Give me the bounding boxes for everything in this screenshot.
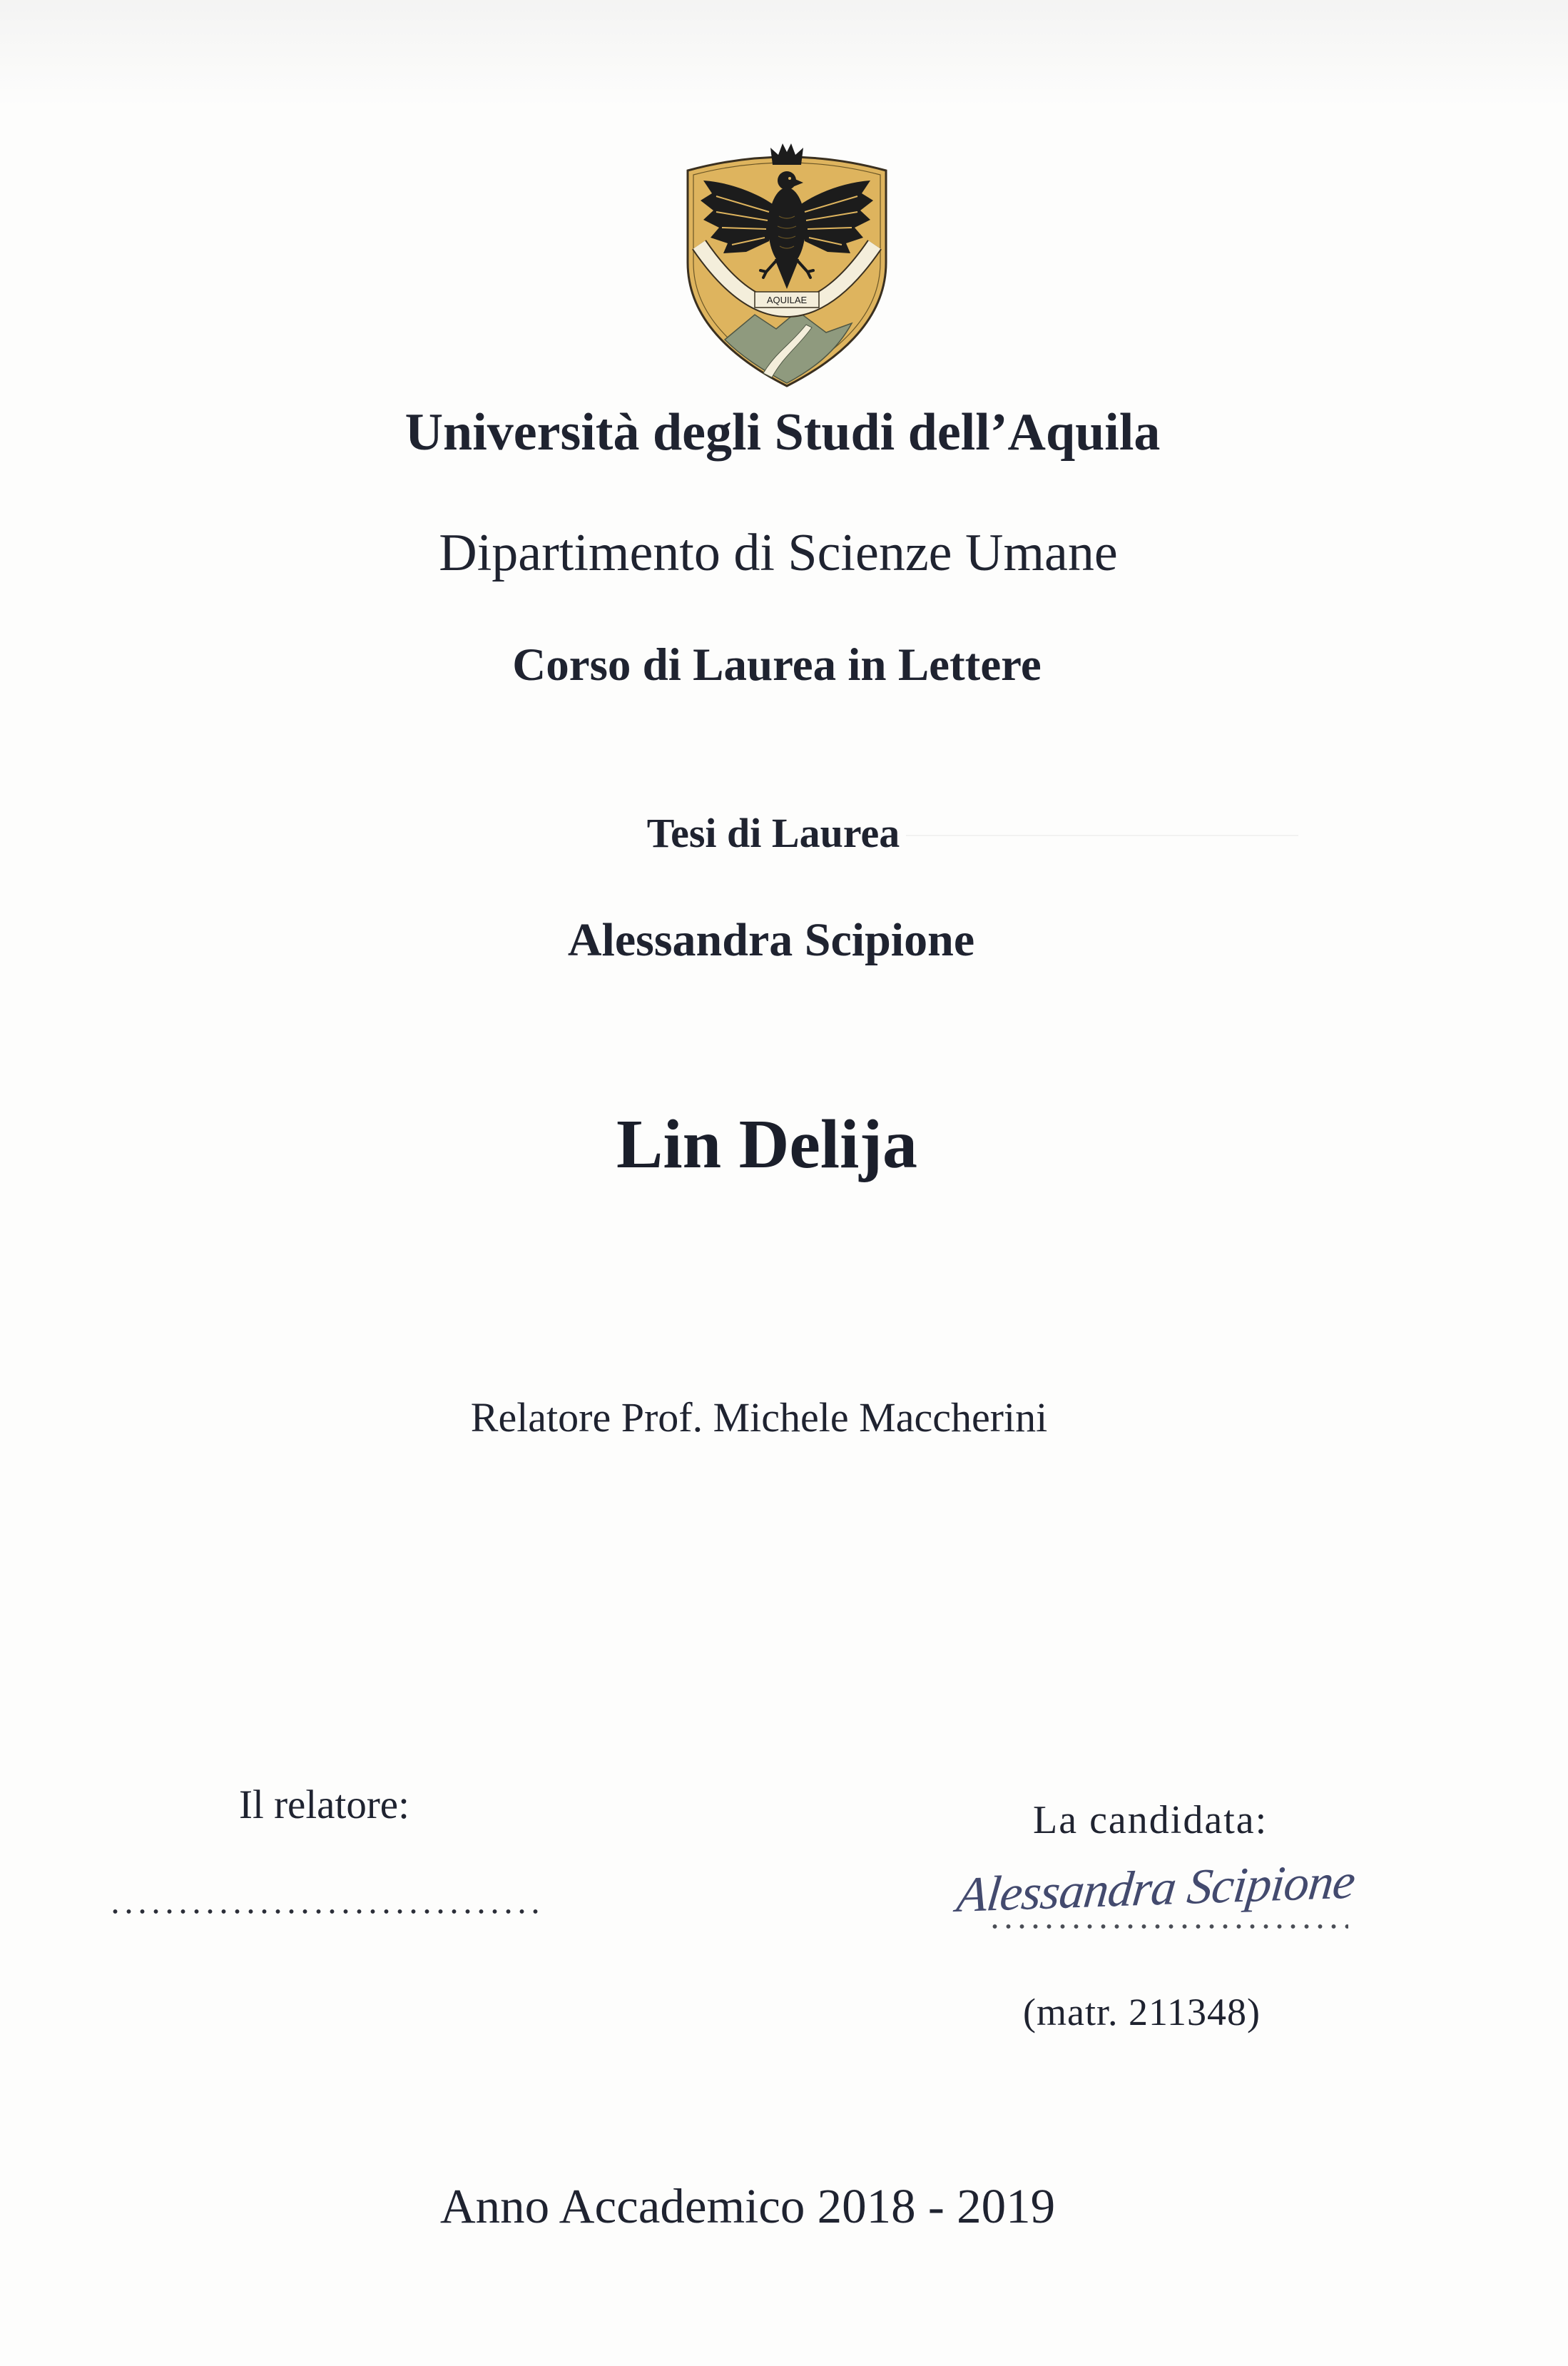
university-crest-logo xyxy=(683,138,890,387)
author-name: Alessandra Scipione xyxy=(567,914,975,966)
candidate-handwritten-signature: Alessandra Scipione xyxy=(954,1854,1358,1923)
supervisor-line: Relatore Prof. Michele Maccherini xyxy=(470,1394,1048,1441)
crest-lettering: AQUILAE xyxy=(766,295,808,305)
degree-course: Corso di Laurea in Lettere xyxy=(512,639,1042,691)
student-id: (matr. 211348) xyxy=(1023,1991,1261,2034)
academic-year: Anno Accademico 2018 - 2019 xyxy=(439,2179,1056,2233)
thesis-title: Lin Delija xyxy=(616,1106,917,1183)
candidate-signature-label: La candidata: xyxy=(1033,1798,1268,1842)
university-name: Università degli Studi dell’Aquila xyxy=(404,403,1161,462)
supervisor-signature-label: Il relatore: xyxy=(239,1782,409,1827)
candidate-signature-line xyxy=(988,1924,1348,1929)
scan-shadow-band xyxy=(0,0,1568,107)
department-name: Dipartimento di Scienze Umane xyxy=(439,524,1118,582)
supervisor-signature-line xyxy=(108,1909,538,1914)
document-type: Tesi di Laurea xyxy=(646,810,900,856)
crown-icon xyxy=(770,143,803,165)
